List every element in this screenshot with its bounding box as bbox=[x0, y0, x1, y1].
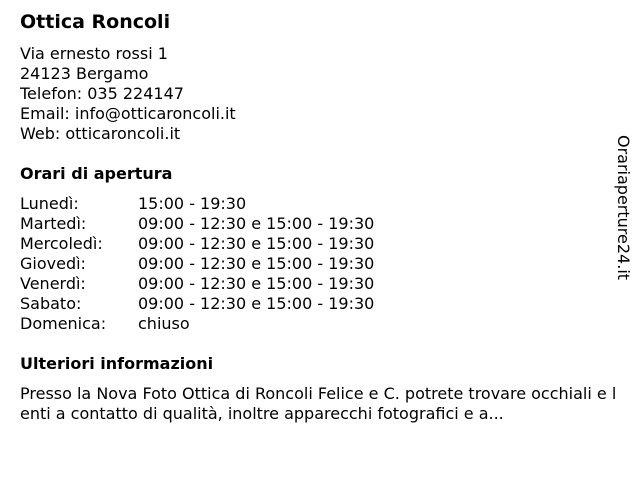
store-name-title: Ottica Roncoli bbox=[20, 11, 171, 33]
hours-row-sabato bbox=[20, 294, 440, 314]
hours-row-martedi bbox=[20, 214, 440, 234]
hours-row-giovedi bbox=[20, 254, 440, 274]
hours-row-domenica bbox=[20, 314, 440, 334]
hours-time-value: 09:00 - 12:30 e 15:00 - 19:30 bbox=[138, 294, 375, 313]
email-text: Email: info@otticaroncoli.it bbox=[20, 104, 236, 123]
hours-time-value: 15:00 - 19:30 bbox=[138, 194, 247, 213]
contact-block bbox=[20, 44, 236, 144]
address-city: 24123 Bergamo bbox=[20, 64, 149, 83]
hours-time-value: chiuso bbox=[138, 314, 190, 333]
hours-day-label: Mercoledì: bbox=[20, 234, 103, 253]
opening-hours-table bbox=[20, 194, 440, 334]
opening-hours-heading: Orari di apertura bbox=[20, 164, 173, 183]
more-info-heading: Ulteriori informazioni bbox=[20, 354, 214, 373]
hours-row-lunedi bbox=[20, 194, 440, 214]
hours-time-value: 09:00 - 12:30 e 15:00 - 19:30 bbox=[138, 214, 375, 233]
store-description: Presso la Nova Foto Ottica di Roncoli Felice e C. potrete trovare occhiali e lenti a contatto di qualità, inoltre apparecchi fotografici e a... bbox=[20, 384, 617, 423]
hours-day-label: Lunedì: bbox=[20, 194, 79, 213]
hours-day-label: Martedì: bbox=[20, 214, 87, 233]
hours-day-label: Sabato: bbox=[20, 294, 82, 313]
hours-time-value: 09:00 - 12:30 e 15:00 - 19:30 bbox=[138, 274, 375, 293]
hours-time-value: 09:00 - 12:30 e 15:00 - 19:30 bbox=[138, 234, 375, 253]
phone-text: Telefon: 035 224147 bbox=[20, 84, 184, 103]
hours-day-label: Venerdì: bbox=[20, 274, 86, 293]
hours-day-label: Giovedì: bbox=[20, 254, 86, 273]
site-brand-vertical: Orariaperture24.it bbox=[614, 135, 633, 281]
website-text: Web: otticaroncoli.it bbox=[20, 124, 181, 143]
hours-row-mercoledi bbox=[20, 234, 440, 254]
hours-day-label: Domenica: bbox=[20, 314, 107, 333]
address-street: Via ernesto rossi 1 bbox=[20, 44, 168, 63]
hours-row-venerdi bbox=[20, 274, 440, 294]
hours-time-value: 09:00 - 12:30 e 15:00 - 19:30 bbox=[138, 254, 375, 273]
